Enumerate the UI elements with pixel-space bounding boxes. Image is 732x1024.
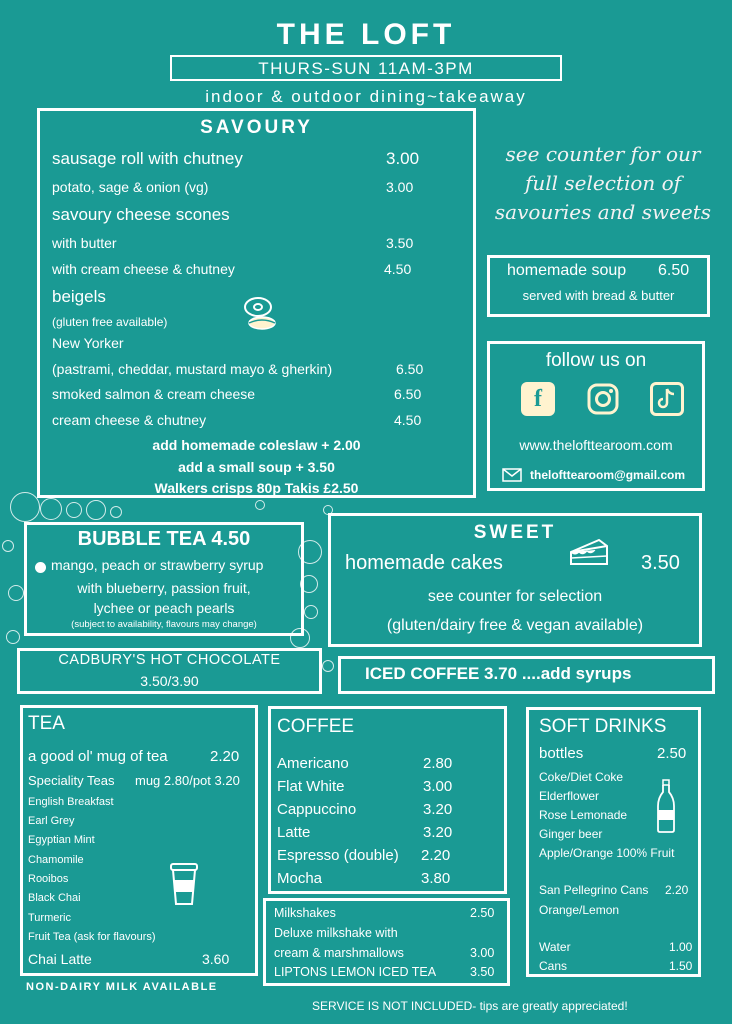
menu-extra: Walkers crisps 80p Takis £2.50 xyxy=(154,480,359,496)
counter-note-line: savouries and sweets xyxy=(494,200,712,224)
drink-type: Coke/Diet Coke xyxy=(539,770,624,784)
coffee-heading: COFFEE xyxy=(277,716,355,737)
soup-label: homemade soup xyxy=(507,262,627,279)
menu-item-price: 2.20 xyxy=(210,748,240,765)
facebook-icon[interactable]: f xyxy=(521,382,555,416)
bubble-tea-section xyxy=(24,522,304,636)
drink-type: Apple/Orange 100% Fruit xyxy=(539,846,675,860)
menu-item-price: 2.20 xyxy=(421,847,451,864)
service-note: SERVICE IS NOT INCLUDED- tips are greatly appreciated! xyxy=(312,999,628,1013)
bubble-tea-title: BUBBLE TEA 4.50 xyxy=(77,528,251,550)
menu-item-label: smoked salmon & cream cheese xyxy=(52,386,256,402)
drink-type: Ginger beer xyxy=(539,827,603,841)
menu-item-price: 6.50 xyxy=(396,361,424,377)
sweet-line: (gluten/dairy free & vegan available) xyxy=(386,617,644,634)
hot-chocolate-price: 3.50/3.90 xyxy=(140,673,199,689)
menu-item-price: 2.20 xyxy=(665,883,689,897)
menu-item-label: Milkshakes xyxy=(274,906,336,920)
menu-item-label: beigels xyxy=(52,287,106,306)
sweet-heading: SWEET xyxy=(473,522,557,543)
milkshake-section xyxy=(263,898,510,986)
menu-note: (gluten free available) xyxy=(52,315,168,329)
iced-coffee-text: ICED COFFEE 3.70 ....add syrups xyxy=(365,664,632,683)
tea-type: Turmeric xyxy=(28,912,71,924)
menu-item-label: Deluxe milkshake with xyxy=(274,926,398,940)
email-icon xyxy=(502,468,522,482)
page-title: THE LOFT xyxy=(276,18,456,51)
coffee-section xyxy=(268,706,507,894)
sweet-section xyxy=(328,513,702,647)
menu-item-label: Mocha xyxy=(277,870,323,887)
takeaway-cup-icon xyxy=(169,862,199,906)
tea-heading: TEA xyxy=(28,713,65,734)
menu-item-label: Espresso (double) xyxy=(277,847,399,864)
drink-type: Elderflower xyxy=(539,789,600,803)
tea-section xyxy=(20,705,258,976)
tea-type: English Breakfast xyxy=(28,796,114,808)
website-link[interactable]: www.thelofttearoom.com xyxy=(519,437,673,453)
menu-item-label: with butter xyxy=(52,235,117,251)
menu-item-label: Americano xyxy=(277,755,349,772)
bubble-tea-line: lychee or peach pearls xyxy=(93,600,235,616)
social-section xyxy=(487,341,705,491)
menu-item-label: New Yorker xyxy=(52,335,124,351)
savoury-section xyxy=(37,108,476,498)
menu-item-label: (pastrami, cheddar, mustard mayo & gherkin) xyxy=(52,361,333,377)
menu-item-price: 2.80 xyxy=(423,755,453,772)
counter-note-line: full selection of xyxy=(524,171,682,195)
beigel-icon xyxy=(240,295,278,335)
counter-note-line: see counter for our xyxy=(505,142,701,166)
menu-item-price: 3.50 xyxy=(470,965,495,979)
menu-item-price: 6.50 xyxy=(394,386,422,402)
soup-subtitle: served with bread & butter xyxy=(522,288,675,303)
menu-item-price: 3.20 xyxy=(423,801,453,818)
menu-item-label: Water xyxy=(539,940,571,954)
menu-item-label: Cappuccino xyxy=(277,801,357,818)
counter-note xyxy=(486,140,720,227)
sweet-line: see counter for selection xyxy=(427,588,603,605)
sweet-price: 3.50 xyxy=(641,552,680,574)
sweet-label: homemade cakes xyxy=(345,552,503,574)
cake-icon xyxy=(569,534,609,568)
menu-item-price: 3.00 xyxy=(470,946,495,960)
menu-item-price: 3.80 xyxy=(421,870,451,887)
menu-item-label: savoury cheese scones xyxy=(52,205,230,224)
instagram-icon[interactable] xyxy=(586,382,620,416)
menu-item-price: 3.50 xyxy=(386,235,414,251)
follow-heading: follow us on xyxy=(545,350,647,371)
soup-price: 6.50 xyxy=(658,262,690,279)
menu-item-price: 4.50 xyxy=(384,261,412,277)
menu-extra: add homemade coleslaw + 2.00 xyxy=(152,437,361,453)
menu-item-price: mug 2.80/pot 3.20 xyxy=(135,773,240,788)
tea-type: Egyptian Mint xyxy=(28,834,95,846)
tiktok-icon[interactable] xyxy=(650,382,684,416)
tea-type: Earl Grey xyxy=(28,815,75,827)
menu-item-label: Cans xyxy=(539,959,568,973)
menu-item-label: San Pellegrino Cans xyxy=(539,883,649,897)
tea-type: Black Chai xyxy=(28,892,81,904)
soft-drinks-heading: SOFT DRINKS xyxy=(539,716,667,737)
drink-type: Rose Lemonade xyxy=(539,808,628,822)
dining-options: indoor & outdoor dining~takeaway xyxy=(205,87,527,106)
menu-item-price: 3.00 xyxy=(386,179,414,195)
bottle-icon xyxy=(655,778,677,834)
savoury-heading: SAVOURY xyxy=(200,117,313,138)
bubble-tea-line: mango, peach or strawberry syrup xyxy=(51,557,264,573)
hours-banner xyxy=(170,55,562,81)
menu-item-label: sausage roll with chutney xyxy=(52,149,243,168)
menu-item-price: 2.50 xyxy=(657,745,687,762)
opening-hours: THURS-SUN 11AM-3PM xyxy=(258,59,474,78)
soup-section xyxy=(487,255,710,317)
menu-item-label: cream cheese & chutney xyxy=(52,412,207,428)
tea-type: Chamomile xyxy=(28,854,84,866)
menu-item-label: cream & marshmallows xyxy=(274,946,404,960)
menu-item-label: with cream cheese & chutney xyxy=(52,261,235,277)
menu-item-label: potato, sage & onion (vg) xyxy=(52,179,209,195)
hot-chocolate-section xyxy=(17,648,322,694)
bullet-icon xyxy=(35,562,46,573)
bubble-tea-line: with blueberry, passion fruit, xyxy=(77,580,251,596)
menu-item-label: Speciality Teas xyxy=(28,773,115,788)
bubble-tea-note: (subject to availability, flavours may change) xyxy=(71,619,257,630)
menu-item-price: 4.50 xyxy=(394,412,422,428)
menu-item-price: 3.00 xyxy=(386,149,420,168)
hot-chocolate-title: CADBURY'S HOT CHOCOLATE xyxy=(58,652,281,668)
menu-item-price: 1.00 xyxy=(669,940,693,954)
menu-item-label: LIPTONS LEMON ICED TEA xyxy=(274,965,437,979)
menu-item-label: bottles xyxy=(539,745,584,762)
non-dairy-note: NON-DAIRY MILK AVAILABLE xyxy=(26,981,218,993)
tea-type: Fruit Tea (ask for flavours) xyxy=(28,931,156,943)
menu-item-price: 2.50 xyxy=(470,906,495,920)
menu-item-price: 3.00 xyxy=(423,778,453,795)
menu-item-price: 3.60 xyxy=(202,951,230,967)
menu-extra: add a small soup + 3.50 xyxy=(178,459,335,475)
soft-drinks-section xyxy=(526,707,701,977)
iced-coffee-section xyxy=(338,656,715,694)
menu-item-label: Flat White xyxy=(277,778,345,795)
tea-type: Rooibos xyxy=(28,873,69,885)
menu-item-label: Latte xyxy=(277,824,311,841)
drink-type: Orange/Lemon xyxy=(539,903,620,917)
menu-item-label: a good ol' mug of tea xyxy=(28,748,168,765)
menu-item-price: 3.20 xyxy=(423,824,453,841)
menu-item-label: Chai Latte xyxy=(28,951,92,967)
email-link[interactable]: thelofttearoom@gmail.com xyxy=(530,468,686,482)
menu-item-price: 1.50 xyxy=(669,959,693,973)
